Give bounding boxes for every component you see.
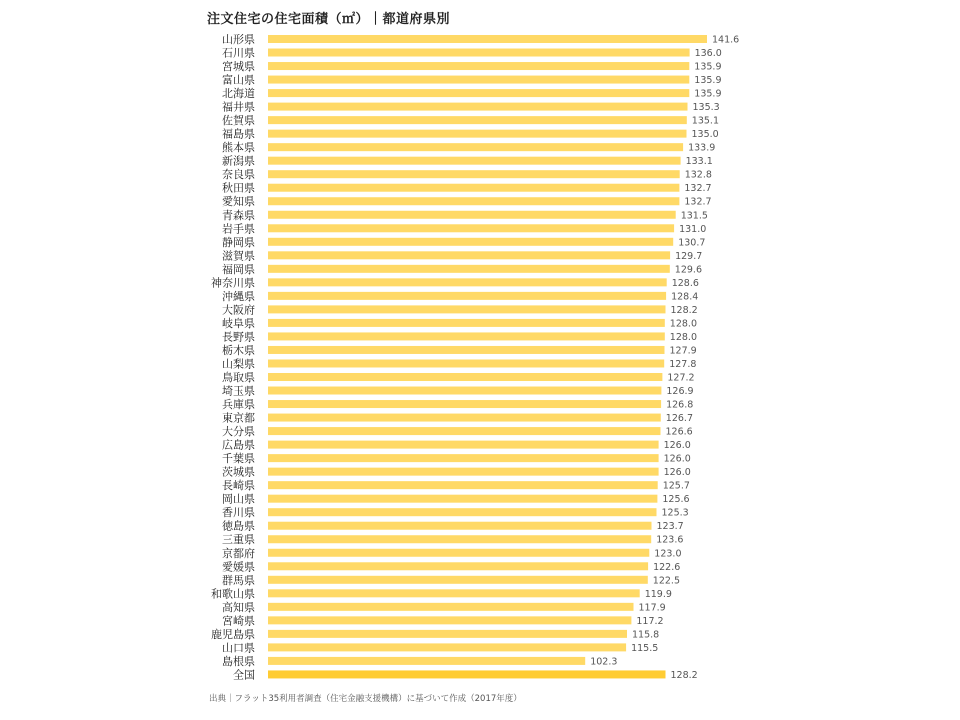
category-label: 鹿児島県 (211, 627, 255, 641)
bar (268, 76, 689, 84)
bar (268, 89, 689, 97)
category-label: 埼玉県 (222, 384, 255, 398)
value-label: 135.0 (691, 129, 719, 141)
category-label: 兵庫県 (222, 398, 255, 412)
value-label: 135.1 (691, 115, 720, 127)
value-label: 132.7 (684, 183, 712, 195)
category-label: 奈良県 (222, 168, 255, 182)
category-label: 長崎県 (222, 479, 255, 493)
value-label: 127.9 (669, 345, 697, 357)
category-labels (211, 33, 255, 681)
category-label: 福島県 (222, 127, 255, 141)
value-label: 128.2 (670, 669, 698, 681)
category-label: 岡山県 (222, 492, 255, 506)
bar (268, 603, 634, 611)
bar (268, 157, 681, 165)
category-label: 新潟県 (222, 154, 255, 168)
value-label: 132.8 (684, 169, 712, 181)
category-label: 宮城県 (222, 60, 255, 74)
category-label: 島根県 (222, 654, 255, 668)
bar (268, 576, 648, 584)
bar (268, 116, 687, 124)
value-label: 123.7 (656, 521, 684, 533)
category-label: 千葉県 (222, 452, 255, 466)
category-label: 和歌山県 (211, 587, 255, 601)
value-label: 128.2 (670, 304, 698, 316)
category-label: 富山県 (222, 73, 255, 87)
bar (268, 359, 664, 367)
bar (268, 522, 652, 530)
value-label: 128.0 (669, 318, 698, 330)
bar (268, 454, 659, 462)
bar (268, 251, 670, 259)
value-label: 133.1 (685, 156, 713, 168)
value-label: 128.6 (671, 277, 699, 289)
value-label: 125.7 (662, 480, 690, 492)
bar (268, 224, 674, 232)
value-label: 117.9 (638, 602, 666, 614)
bar (268, 278, 667, 286)
value-label: 126.6 (665, 426, 693, 438)
chart-title: 注文住宅の住宅面積（㎡）｜都道府県別 (207, 12, 451, 27)
bar (268, 508, 657, 516)
value-label: 135.9 (694, 88, 722, 100)
bar (268, 197, 679, 205)
bar (268, 657, 585, 665)
bar (268, 387, 661, 395)
value-label: 135.9 (694, 75, 722, 87)
bar (268, 414, 661, 422)
value-label: 131.0 (679, 223, 707, 235)
value-label: 129.7 (675, 250, 703, 262)
category-label: 栃木県 (222, 343, 255, 357)
value-label: 122.5 (652, 575, 681, 587)
bar (268, 332, 665, 340)
category-label: 石川県 (222, 46, 255, 60)
category-label: 高知県 (222, 600, 255, 614)
category-label: 山形県 (222, 33, 255, 46)
bar (268, 400, 661, 408)
category-label: 北海道 (222, 87, 255, 101)
value-label: 122.6 (653, 561, 681, 573)
category-label: 静岡県 (222, 235, 255, 249)
category-label: 滋賀県 (222, 249, 255, 263)
chart-source: 出典｜フラット35利用者調査（住宅金融支援機構）に基づいて作成（2017年度） (209, 694, 522, 704)
value-label: 130.7 (678, 237, 706, 249)
category-label: 山口県 (222, 641, 255, 655)
bar (268, 319, 665, 327)
category-label: 京都府 (222, 546, 255, 560)
value-label: 135.9 (694, 61, 722, 73)
category-label: 大分県 (222, 425, 255, 439)
bar (268, 427, 661, 435)
bar-national-average (268, 670, 666, 678)
bars (268, 35, 707, 678)
category-label: 福井県 (222, 100, 255, 114)
bar (268, 305, 666, 313)
value-label: 126.0 (663, 440, 691, 452)
value-label: 115.8 (632, 629, 660, 641)
value-label: 126.7 (665, 413, 694, 425)
bar (268, 265, 670, 273)
category-label: 長野県 (222, 330, 255, 344)
category-label: 広島県 (222, 438, 255, 452)
category-label: 山梨県 (222, 357, 255, 371)
category-label: 大阪府 (222, 303, 255, 317)
value-label: 123.6 (656, 534, 684, 546)
value-label: 141.6 (712, 34, 740, 46)
value-label: 126.9 (666, 386, 694, 398)
bar (268, 616, 631, 624)
bar (268, 481, 658, 489)
bar (268, 238, 673, 246)
bar (268, 184, 679, 192)
category-label: 三重県 (222, 533, 255, 547)
bar (268, 562, 648, 570)
category-label: 愛媛県 (222, 560, 255, 574)
bar (268, 346, 665, 354)
category-label: 岩手県 (222, 222, 255, 236)
value-label: 126.8 (666, 399, 694, 411)
bar (268, 103, 688, 111)
category-label: 熊本県 (222, 141, 255, 155)
category-label: 茨城県 (222, 465, 255, 479)
value-label: 119.9 (644, 588, 672, 600)
category-label: 香川県 (222, 506, 255, 520)
bar (268, 630, 627, 638)
value-label: 126.0 (663, 453, 691, 465)
bar (268, 495, 657, 503)
category-label: 鳥取県 (222, 371, 255, 384)
bar (268, 373, 662, 381)
category-label: 東京都 (222, 411, 255, 425)
value-label: 126.0 (663, 467, 691, 479)
bar (268, 62, 689, 70)
value-label: 131.5 (680, 210, 708, 222)
value-label: 102.3 (590, 656, 618, 668)
bar (268, 143, 683, 151)
category-label: 徳島県 (222, 519, 255, 533)
value-label: 115.5 (631, 642, 659, 654)
category-label: 神奈川県 (211, 276, 255, 290)
category-label: 全国 (233, 668, 255, 682)
bar (268, 468, 659, 476)
value-label: 128.0 (669, 331, 698, 343)
bar (268, 549, 649, 557)
bar (268, 589, 640, 597)
value-label: 127.2 (667, 372, 695, 384)
value-label: 132.7 (684, 196, 712, 208)
category-label: 群馬県 (222, 573, 255, 587)
value-label: 129.6 (674, 264, 703, 276)
value-label: 127.8 (669, 358, 697, 370)
category-label: 秋田県 (222, 181, 255, 195)
bar (268, 643, 626, 651)
category-label: 愛知県 (222, 195, 255, 209)
value-label: 125.3 (661, 507, 689, 519)
value-label: 136.0 (694, 48, 722, 60)
value-label: 123.0 (654, 548, 682, 560)
category-label: 青森県 (222, 208, 255, 222)
value-label: 117.2 (636, 615, 664, 627)
value-label: 133.9 (688, 142, 716, 154)
bar (268, 170, 680, 178)
bar (268, 441, 659, 449)
bar (268, 292, 666, 300)
category-label: 沖縄県 (222, 289, 255, 303)
category-label: 佐賀県 (222, 114, 255, 128)
bar (268, 211, 676, 219)
bar (268, 35, 707, 43)
bar (268, 535, 651, 543)
category-label: 宮崎県 (222, 614, 255, 628)
value-label: 135.3 (692, 102, 720, 114)
value-label: 128.4 (671, 291, 699, 303)
value-label: 125.6 (662, 494, 690, 506)
category-label: 岐阜県 (222, 316, 255, 330)
bar (268, 49, 690, 57)
bar (268, 130, 687, 138)
category-label: 福岡県 (222, 262, 255, 276)
